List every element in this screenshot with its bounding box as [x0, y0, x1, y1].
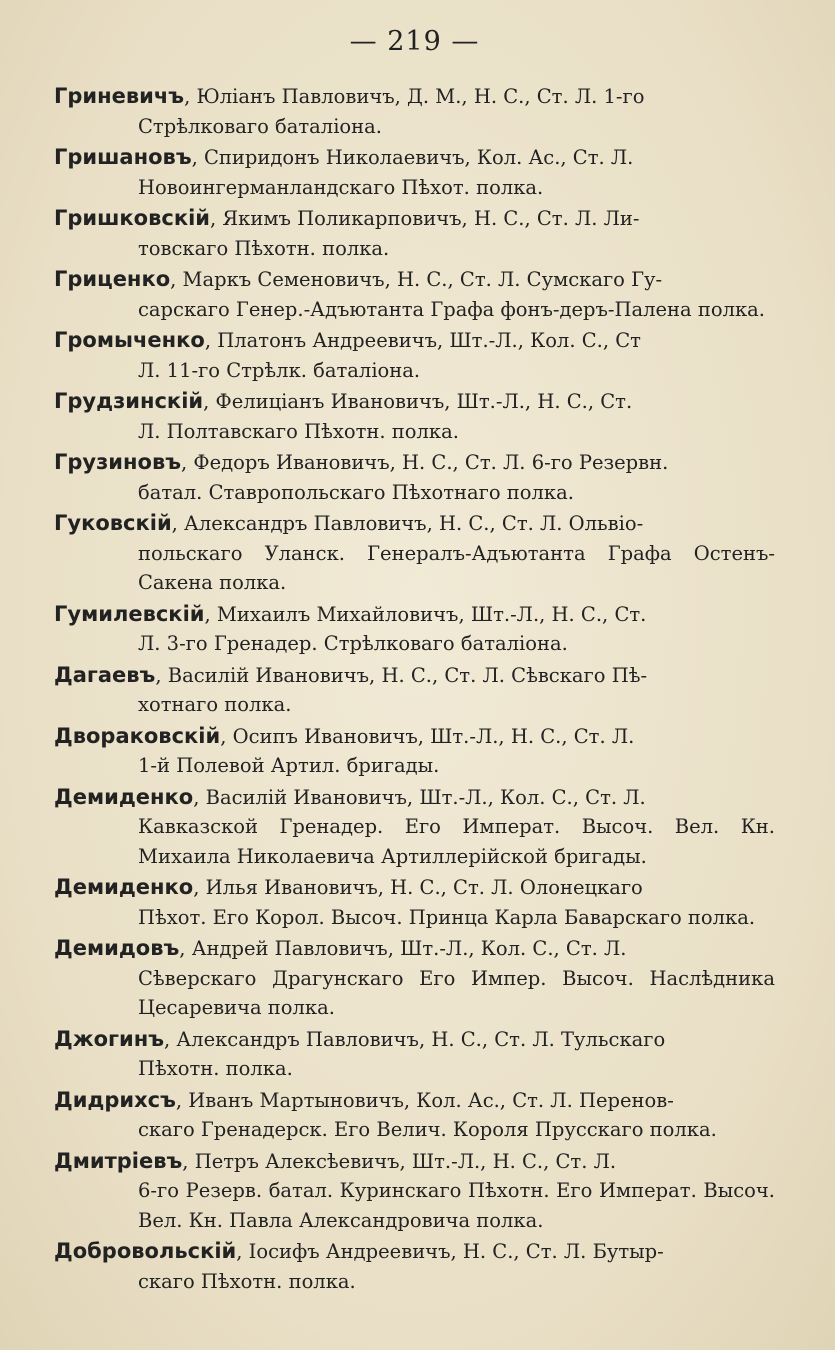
entry-continuation: хотнаго полка. — [138, 693, 292, 716]
entry — [54, 204, 775, 263]
entry-surname: Демидовъ — [54, 936, 180, 960]
entry-surname: Двораковскій — [54, 723, 221, 748]
entry-continuation: Пѣхотн. полка. — [138, 1057, 293, 1080]
entry — [54, 783, 775, 872]
entry-surname: Гришановъ — [54, 145, 192, 169]
entry-first-line: , Федоръ Ивановичъ, Н. С., Ст. Л. 6-го Резервн. — [181, 451, 669, 474]
entry-first-line: , Михаилъ Михайловичъ, Шт.-Л., Н. С., Ст. — [204, 602, 647, 626]
entry — [54, 326, 775, 385]
entry-first-line: , Спиридонъ Николаевичъ, Кол. Ас., Ст. Л. — [191, 146, 634, 169]
entry — [54, 722, 775, 781]
entry-first-line: , Василій Ивановичъ, Шт.-Л., Кол. С., Ст. Л. — [193, 785, 646, 809]
entry-surname: Демиденко — [54, 875, 194, 899]
entry — [54, 265, 775, 324]
entry-continuation: сарскаго Генер.-Адъютанта Графа фонъ-деръ-Палена полка. — [138, 297, 765, 321]
entry-surname: Гришковскій — [54, 206, 211, 230]
entry-surname: Демиденко — [54, 784, 194, 809]
entry-first-line: , Платонъ Андреевичъ, Шт.-Л., Кол. С., Ст — [204, 329, 641, 352]
entry-surname: Громыченко — [54, 328, 205, 352]
entry-continuation: Пѣхот. Его Корол. Высоч. Принца Карла Баварскаго полка. — [138, 905, 756, 929]
entry-surname: Дмитріевъ — [54, 1148, 183, 1173]
entry-continuation: Кавказской Гренадер. Его Императ. Высоч. Вел. Кн. Михаила Николаевича Артиллерійской бригады. — [138, 815, 775, 868]
entry-continuation: Новоингерманландскаго Пѣхот. полка. — [138, 175, 544, 199]
entry-first-line: , Петръ Алексѣевичъ, Шт.-Л., Н. С., Ст. Л. — [182, 1149, 617, 1173]
entry — [54, 82, 775, 141]
entry-continuation: 6-го Резерв. батал. Куринскаго Пѣхотн. Его Императ. Высоч. Вел. Кн. Павла Александровича полка. — [138, 1179, 775, 1232]
entry-first-line: , Маркъ Семеновичъ, Н. С., Ст. Л. Сумскаго Гу- — [170, 268, 663, 291]
entry-surname: Грудзинскій — [54, 389, 204, 413]
entry-continuation: скаго Гренадерск. Его Велич. Короля Прусскаго полка. — [138, 1118, 717, 1141]
entry-surname: Джогинъ — [54, 1026, 165, 1051]
entry-continuation: Стрѣлковаго баталіона. — [138, 114, 382, 138]
entry — [54, 1237, 775, 1296]
entry-list — [54, 82, 775, 1296]
entry-continuation: 1-й Полевой Артил. бригады. — [138, 754, 440, 777]
entry — [54, 143, 775, 202]
entry-surname: Грузиновъ — [54, 450, 182, 474]
entry-surname: Гумилевскій — [54, 601, 205, 626]
entry — [54, 661, 775, 720]
entry-continuation: батал. Ставропольскаго Пѣхотнаго полка. — [138, 480, 574, 504]
entry — [54, 934, 775, 1023]
entry-first-line: , Андрей Павловичъ, Шт.-Л., Кол. С., Ст. Л. — [179, 937, 627, 960]
entry-surname: Гуковскій — [54, 511, 172, 535]
entry — [54, 387, 775, 446]
entry-first-line: , Іосифъ Андреевичъ, Н. С., Ст. Л. Бутыр- — [236, 1240, 664, 1263]
entry-surname: Гриневичъ — [54, 84, 185, 108]
entry — [54, 1147, 775, 1236]
entry — [54, 509, 775, 598]
entry — [54, 1025, 775, 1084]
entry-first-line: , Илья Ивановичъ, Н. С., Ст. Л. Олонецкаго — [193, 876, 643, 899]
entry-surname: Дидрихсъ — [54, 1087, 176, 1112]
entry-continuation: польскаго Уланск. Генералъ-Адъютанта Графа Остенъ-Сакена полка. — [138, 541, 775, 594]
entry-continuation: Л. 11-го Стрѣлк. баталіона. — [138, 358, 421, 382]
entry — [54, 873, 775, 932]
entry — [54, 448, 775, 507]
entry-first-line: , Василій Ивановичъ, Н. С., Ст. Л. Сѣвскаго Пѣ- — [155, 663, 648, 687]
entry-continuation: скаго Пѣхотн. полка. — [138, 1269, 356, 1293]
entry-first-line: , Юліанъ Павловичъ, Д. М., Н. С., Ст. Л. 1-го — [184, 85, 645, 108]
entry — [54, 600, 775, 659]
entry-continuation: Сѣверскаго Драгунскаго Его Импер. Высоч. Наслѣдника Цесаревича полка. — [138, 966, 775, 1019]
entry-continuation: Л. Полтавскаго Пѣхотн. полка. — [138, 419, 459, 443]
entry-first-line: , Якимъ Поликарповичъ, Н. С., Ст. Л. Ли- — [210, 207, 640, 230]
entry-surname: Гриценко — [54, 267, 171, 291]
entry-first-line: , Осипъ Ивановичъ, Шт.-Л., Н. С., Ст. Л. — [220, 724, 635, 748]
entry-first-line: , Александръ Павловичъ, Н. С., Ст. Л. Тульскаго — [164, 1027, 666, 1051]
entry-continuation: товскаго Пѣхотн. полка. — [138, 236, 390, 260]
entry — [54, 1086, 775, 1145]
page-number: — 219 — — [349, 26, 480, 57]
entry-surname: Дагаевъ — [54, 662, 156, 687]
entry-first-line: , Александръ Павловичъ, Н. С., Ст. Л. Ольвіо- — [171, 512, 644, 535]
entry-surname: Добровольскій — [54, 1239, 237, 1263]
entry-first-line: , Иванъ Мартыновичъ, Кол. Ас., Ст. Л. Перенов- — [175, 1088, 674, 1112]
entry-first-line: , Фелиціанъ Ивановичъ, Шт.-Л., Н. С., Ст. — [203, 390, 633, 413]
entry-continuation: Л. 3-го Гренадер. Стрѣлковаго баталіона. — [138, 632, 568, 655]
